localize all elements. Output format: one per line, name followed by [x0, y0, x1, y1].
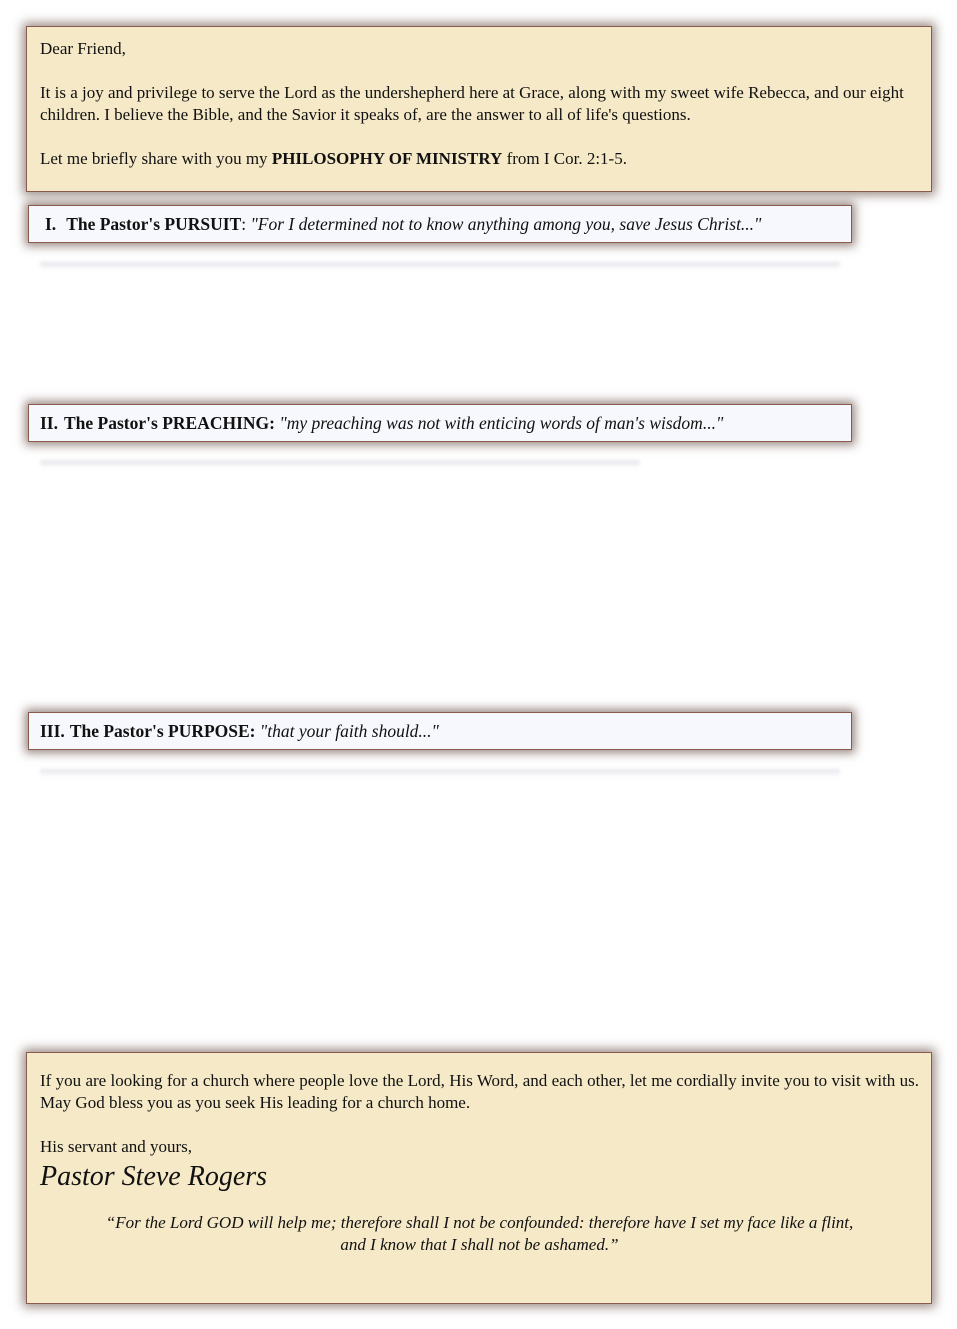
section-quote: "that your faith should..." — [259, 721, 439, 741]
section-heading-purpose — [28, 712, 852, 750]
section-number: III. — [40, 721, 65, 741]
invitation-paragraph: If you are looking for a church where people love the Lord, His Word, and each other, let me cordially invite you to visit with us. May God bless you as you seek His leading for a church home. — [40, 1071, 919, 1112]
scripture-verse — [40, 1212, 919, 1256]
intro-paragraph: It is a joy and privilege to serve the Lord as the undershepherd here at Grace, along with my sweet wife Rebecca, and our eight children. I believe the Bible, and the Savior it speaks of, are the answer to all of life's questions. — [40, 83, 904, 124]
greeting: Dear Friend, — [40, 39, 126, 58]
valediction: His servant and yours, — [40, 1137, 193, 1156]
section-title: The Pastor's PURPOSE: — [69, 721, 256, 741]
verse-line-1: “For the Lord GOD will help me; therefore shall I not be confounded: therefore have I set my face like a flint, — [105, 1213, 854, 1232]
section-heading-preaching — [28, 404, 852, 442]
section-title: The Pastor's PURSUIT — [66, 214, 242, 234]
intro-letter-box — [26, 26, 932, 192]
faded-text-band — [40, 769, 840, 777]
section-heading-pursuit — [28, 205, 852, 243]
verse-line-2: and I know that I shall not be ashamed.” — [340, 1235, 619, 1254]
section-number: I. — [45, 214, 57, 234]
section-number: II. — [40, 413, 58, 433]
closing-letter-box — [26, 1052, 932, 1304]
philosophy-title: PHILOSOPHY OF MINISTRY — [271, 149, 503, 168]
philosophy-suffix: from I Cor. 2:1-5. — [502, 149, 627, 168]
section-quote: "my preaching was not with enticing words of man's wisdom..." — [279, 413, 724, 433]
philosophy-line — [40, 148, 918, 170]
section-quote: "For I determined not to know anything among you, save Jesus Christ..." — [250, 214, 762, 234]
philosophy-prefix: Let me briefly share with you my — [40, 149, 272, 168]
faded-text-band — [40, 460, 640, 468]
section-title: The Pastor's PREACHING: — [64, 413, 275, 433]
section-separator: : — [241, 214, 251, 234]
faded-text-band — [40, 262, 840, 270]
pastor-signature: Pastor Steve Rogers — [40, 1161, 268, 1192]
